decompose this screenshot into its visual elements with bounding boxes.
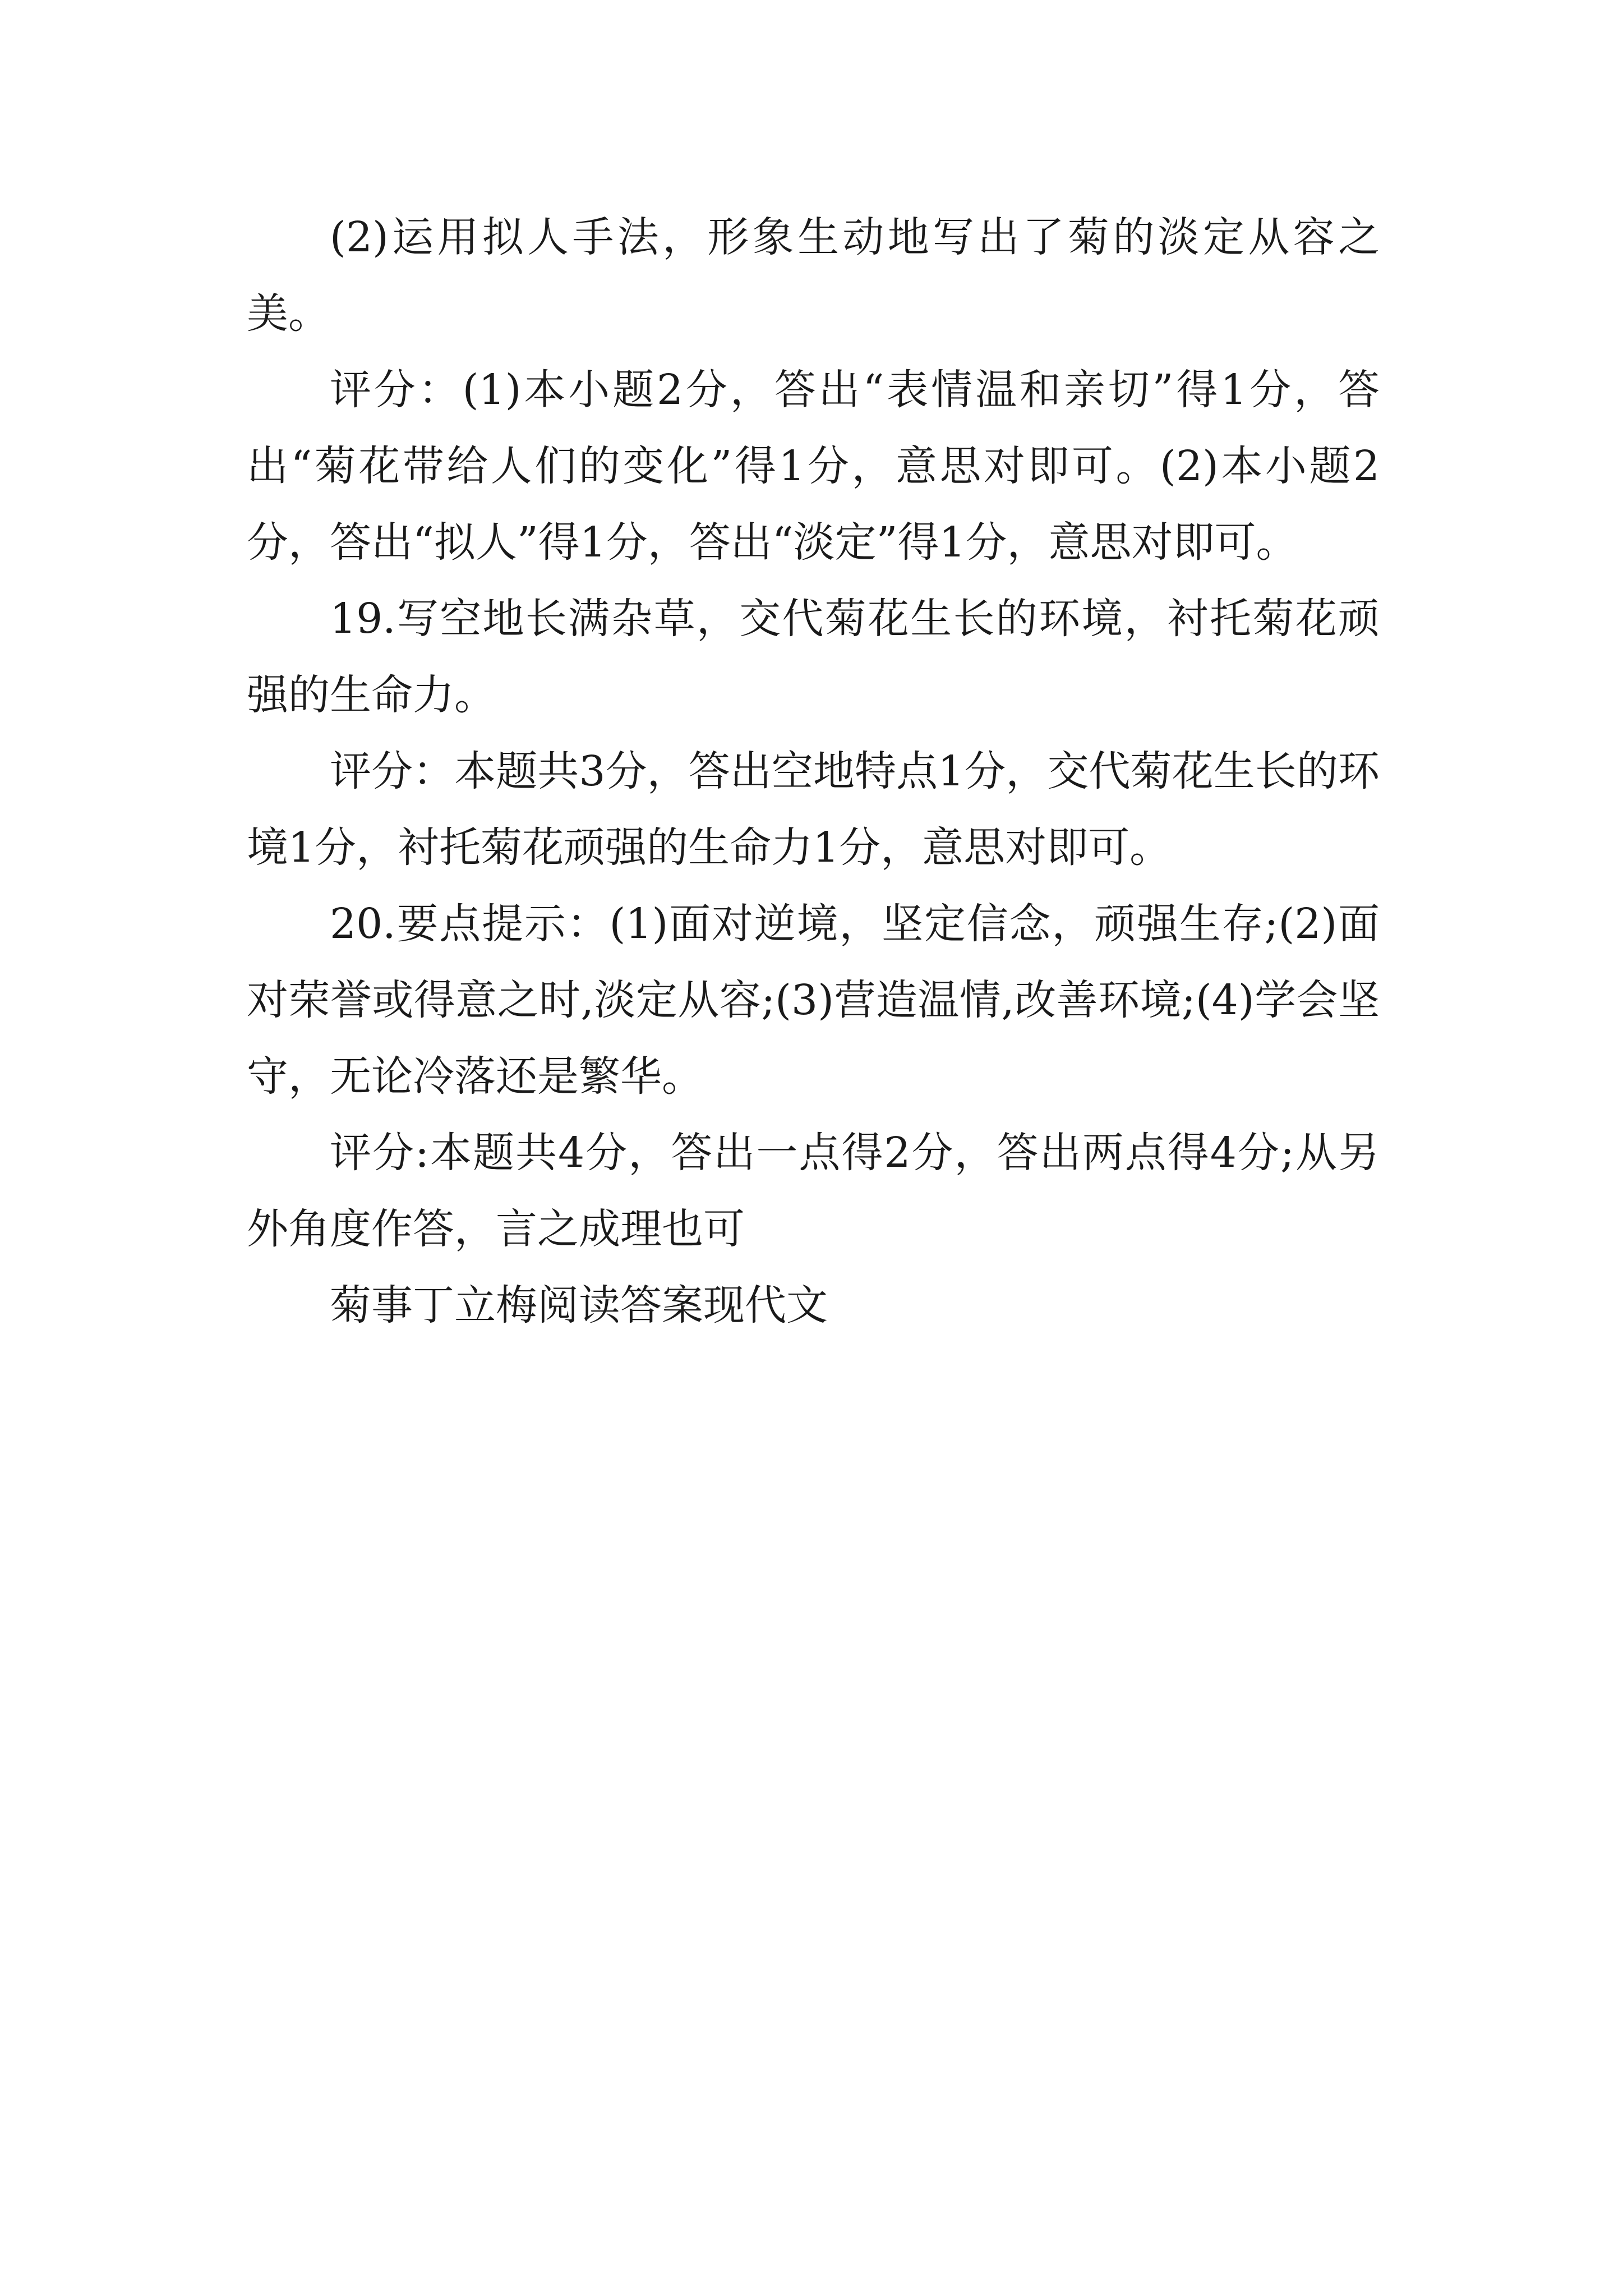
scoring-paragraph-20: 评分:本题共4分，答出一点得2分，答出两点得4分;从另外角度作答，言之成理也可 — [247, 1129, 1380, 1253]
answer-paragraph-19: 19.写空地长满杂草，交代菊花生长的环境，衬托菊花顽强的生命力。 — [247, 595, 1380, 719]
answer-paragraph-18-2: (2)运用拟人手法，形象生动地写出了菊的淡定从容之美。 — [247, 213, 1380, 338]
document-body — [247, 199, 1380, 1343]
scoring-paragraph-18: 评分：(1)本小题2分，答出“表情温和亲切”得1分，答出“菊花带给人们的变化”得1分，意思对即可。(2)本小题2分，答出“拟人”得1分，答出“淡定”得1分，意思对即可。 — [247, 366, 1380, 567]
answer-paragraph-20: 20.要点提示：(1)面对逆境，坚定信念，顽强生存;(2)面对荣誉或得意之时,淡定从容;(3)营造温情,改善环境;(4)学会坚守，无论冷落还是繁华。 — [247, 900, 1380, 1101]
scoring-paragraph-19: 评分：本题共3分，答出空地特点1分，交代菊花生长的环境1分，衬托菊花顽强的生命力1分，意思对即可。 — [247, 747, 1380, 872]
document-title-line: 菊事丁立梅阅读答案现代文 — [330, 1281, 828, 1329]
